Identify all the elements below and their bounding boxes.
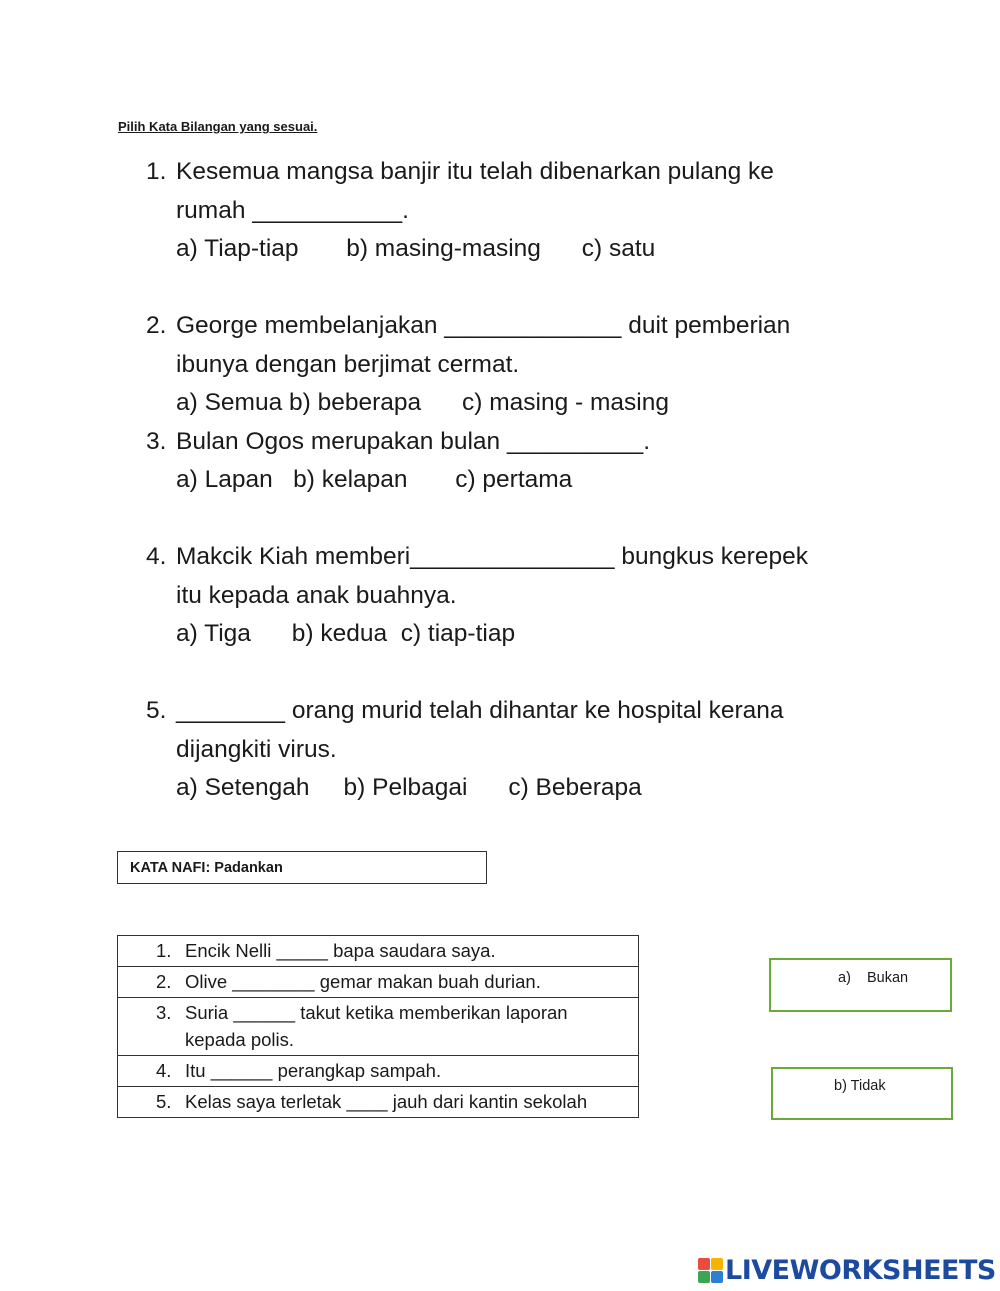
question-text: ________ orang murid telah dihantar ke hospital kerana <box>176 697 784 724</box>
logo-block <box>711 1271 723 1283</box>
question-options: a) Tiga b) kedua c) tiap-tiap <box>176 620 516 647</box>
question-text: rumah ___________. <box>176 196 409 224</box>
table-row <box>118 998 639 1056</box>
question-options: a) Tiap-tiap b) masing-masing c) satu <box>176 235 656 262</box>
logo-block <box>698 1258 710 1270</box>
row-number: 5. <box>156 1091 172 1112</box>
table-row <box>118 936 639 967</box>
question-number: 1. <box>146 158 167 185</box>
question-number: 4. <box>146 543 167 570</box>
question-text: Kesemua mangsa banjir itu telah dibenarkan pulang ke <box>176 158 774 185</box>
row-text: Suria ______ takut ketika memberikan laporan kepada polis. <box>185 1002 568 1050</box>
row-number: 3. <box>156 1002 172 1023</box>
question-number: 2. <box>146 312 167 339</box>
logo-blocks-icon <box>698 1258 723 1283</box>
table-cell <box>118 936 639 967</box>
logo-block <box>698 1271 710 1283</box>
question-text: George membelanjakan _____________ duit pemberian <box>176 312 791 339</box>
question-text: itu kepada anak buahnya. <box>176 581 457 609</box>
question-text: Makcik Kiah memberi_______________ bungkus kerepek <box>176 543 808 570</box>
question-number: 3. <box>146 427 167 455</box>
question-4 <box>146 538 886 654</box>
answer-box-bukan[interactable] <box>769 958 952 1012</box>
kata-nafi-table <box>117 935 639 1118</box>
question-text: Bulan Ogos merupakan bulan __________. <box>176 427 651 455</box>
question-3 <box>146 423 886 500</box>
table-cell <box>118 967 639 998</box>
table-cell <box>118 998 639 1056</box>
question-options: a) Lapan b) kelapan c) pertama <box>176 466 573 493</box>
row-number: 2. <box>156 971 172 992</box>
question-text: ibunya dengan berjimat cermat. <box>176 350 520 378</box>
row-text: Encik Nelli _____ bapa saudara saya. <box>185 940 496 961</box>
question-options: a) Semua b) beberapa c) masing - masing <box>176 389 669 416</box>
table-row <box>118 967 639 998</box>
liveworksheets-logo <box>698 1255 996 1286</box>
table-row <box>118 1056 639 1087</box>
table-row <box>118 1087 639 1118</box>
instruction-heading: Pilih Kata Bilangan yang sesuai. <box>118 119 318 134</box>
logo-block <box>711 1258 723 1270</box>
table-cell <box>118 1087 639 1118</box>
question-1 <box>146 153 886 269</box>
row-text: Kelas saya terletak ____ jauh dari kantin sekolah <box>185 1091 588 1112</box>
row-number: 4. <box>156 1060 172 1081</box>
row-text: Itu ______ perangkap sampah. <box>185 1060 442 1081</box>
question-options: a) Setengah b) Pelbagai c) Beberapa <box>176 774 642 801</box>
question-2 <box>146 307 886 423</box>
logo-text: LIVEWORKSHEETS <box>725 1255 996 1286</box>
answer-label: a) Bukan <box>838 970 909 986</box>
kata-nafi-header: KATA NAFI: Padankan <box>117 851 487 884</box>
answer-label: b) Tidak <box>834 1078 886 1094</box>
answer-box-tidak[interactable] <box>771 1067 953 1120</box>
question-5 <box>146 692 886 808</box>
row-number: 1. <box>156 940 172 961</box>
row-text: Olive ________ gemar makan buah durian. <box>185 971 541 992</box>
question-text: dijangkiti virus. <box>176 735 337 763</box>
question-number: 5. <box>146 697 167 724</box>
table-cell <box>118 1056 639 1087</box>
question-list <box>146 153 886 808</box>
